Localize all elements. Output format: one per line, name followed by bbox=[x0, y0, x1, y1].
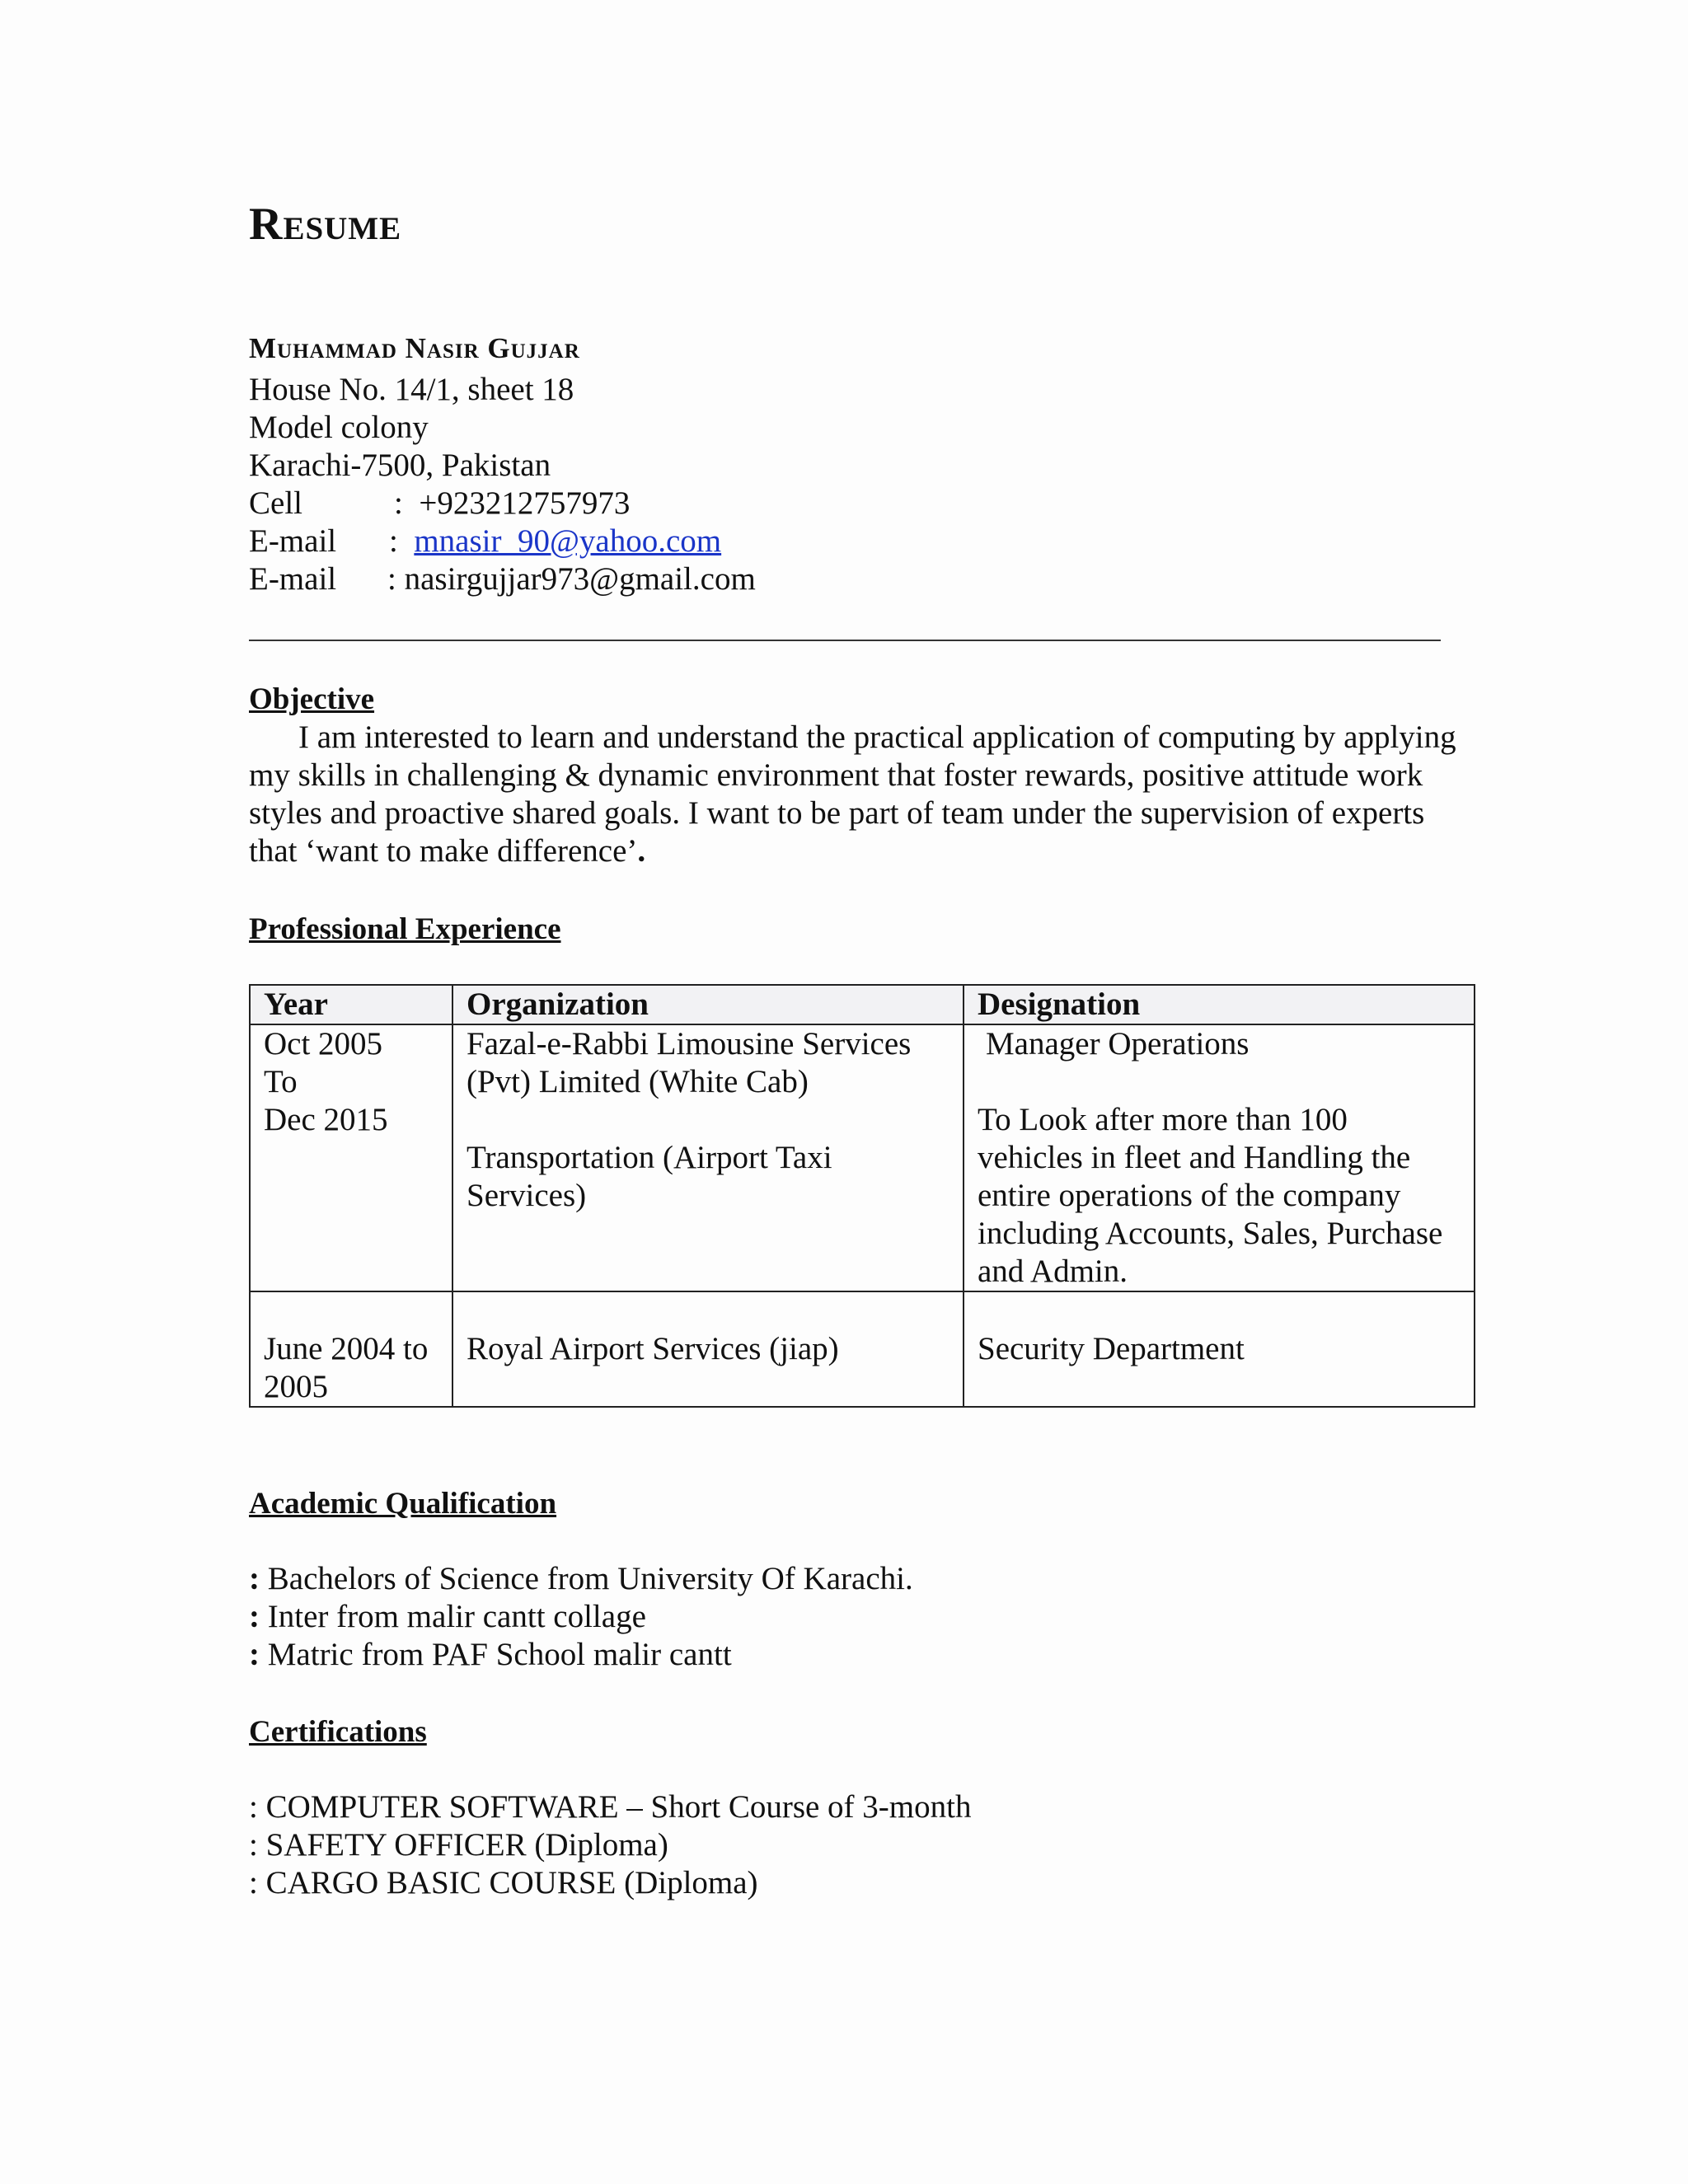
list-item: : COMPUTER SOFTWARE – Short Course of 3-month bbox=[249, 1789, 972, 1825]
academic-heading: Academic Qualification bbox=[249, 1487, 557, 1521]
year-cell bbox=[250, 1024, 452, 1291]
email-label-1: E-mail bbox=[249, 523, 337, 559]
objective-period: . bbox=[637, 833, 646, 869]
email-value-2: : nasirgujjar973@gmail.com bbox=[387, 561, 756, 597]
designation-description: To Look after more than 100 vehicles in fleet and Handling the entire operations of the company including Accounts, Sales, Purchase and Admin. bbox=[978, 1102, 1443, 1289]
certifications-list bbox=[249, 1788, 971, 1902]
organization-service: Transportation (Airport Taxi Services) bbox=[467, 1140, 832, 1213]
contact-block bbox=[249, 371, 756, 598]
organization-cell: Royal Airport Services (jiap) bbox=[452, 1291, 964, 1407]
cell-label: Cell bbox=[249, 485, 302, 521]
cell-value: +923212757973 bbox=[419, 485, 631, 521]
list-item: : Matric from PAF School malir cantt bbox=[249, 1637, 732, 1672]
year-end: Dec 2015 bbox=[264, 1102, 388, 1137]
certifications-heading: Certifications bbox=[249, 1715, 427, 1749]
table-row bbox=[250, 1024, 1475, 1291]
designation-cell bbox=[964, 1024, 1475, 1291]
candidate-name: Muhammad Nasir Gujjar bbox=[249, 332, 580, 364]
academic-list bbox=[249, 1560, 913, 1674]
list-item: : Inter from malir cantt collage bbox=[249, 1599, 646, 1634]
experience-table bbox=[249, 984, 1475, 1408]
list-item: : Bachelors of Science from University Of Karachi. bbox=[249, 1561, 913, 1596]
email-link[interactable]: mnasir_90@yahoo.com bbox=[414, 523, 722, 559]
column-header-year: Year bbox=[250, 985, 452, 1024]
table-header-row bbox=[250, 985, 1475, 1024]
table-row bbox=[250, 1291, 1475, 1407]
email-label-2: E-mail bbox=[249, 561, 337, 597]
resume-title: Resume bbox=[249, 199, 402, 250]
organization-cell bbox=[452, 1024, 964, 1291]
organization-name: Fazal-e-Rabbi Limousine Services (Pvt) Limited (White Cab) bbox=[467, 1026, 912, 1099]
designation-cell: Security Department bbox=[964, 1291, 1475, 1407]
email-row-1 bbox=[249, 523, 756, 560]
address-line-1: House No. 14/1, sheet 18 bbox=[249, 372, 574, 407]
year-start: Oct 2005 bbox=[264, 1026, 383, 1062]
column-header-designation: Designation bbox=[964, 985, 1475, 1024]
experience-heading: Professional Experience bbox=[249, 912, 561, 946]
list-item: : SAFETY OFFICER (Diploma) bbox=[249, 1827, 668, 1863]
list-item: : CARGO BASIC COURSE (Diploma) bbox=[249, 1865, 758, 1900]
address-line-2: Model colony bbox=[249, 410, 429, 445]
designation-title: Manager Operations bbox=[986, 1026, 1250, 1062]
year-to: To bbox=[264, 1064, 298, 1099]
cell-separator: : bbox=[394, 485, 403, 521]
email-separator-1: : bbox=[389, 523, 398, 559]
address-line-3: Karachi-7500, Pakistan bbox=[249, 448, 551, 483]
column-header-organization: Organization bbox=[452, 985, 964, 1024]
objective-text bbox=[249, 719, 1461, 870]
email-row-2 bbox=[249, 560, 756, 598]
objective-body: I am interested to learn and understand the practical application of computing by applying my skills in challenging & dynamic environment that foster rewards, positive attitude work styles and proactive shared goals. I want to be part of team under the supervision of experts that ‘want to make difference’ bbox=[249, 719, 1456, 869]
horizontal-divider bbox=[249, 640, 1441, 641]
cell-row bbox=[249, 485, 756, 523]
year-cell: June 2004 to 2005 bbox=[250, 1291, 452, 1407]
objective-heading: Objective bbox=[249, 682, 375, 716]
